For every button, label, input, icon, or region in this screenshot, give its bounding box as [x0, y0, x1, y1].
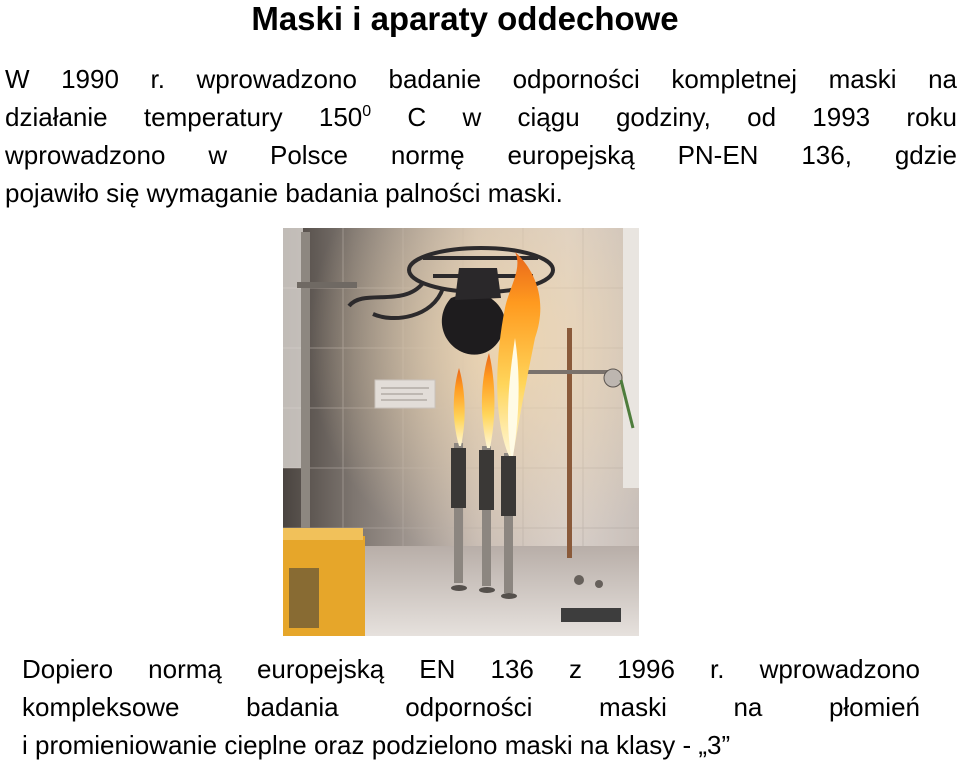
flame-test-photo	[283, 228, 639, 636]
degree-superscript: 0	[362, 103, 372, 120]
intro-line-4: pojawiło się wymaganie badania palności maski.	[5, 178, 563, 208]
conclusion-line-2: kompleksowe badania odporności maski na płomień	[22, 692, 920, 722]
intro-paragraph	[5, 60, 957, 212]
intro-line-2-end: C w ciągu godziny, od 1993 roku	[371, 102, 957, 132]
slide-title: Maski i aparaty oddechowe	[251, 0, 679, 37]
intro-line-3: wprowadzono w Polsce normę europejską PN-EN 136, gdzie	[5, 140, 957, 170]
conclusion-line-3: i promieniowanie cieplne oraz podzielono maski na klasy - „3”	[22, 730, 731, 760]
intro-line-1: W 1990 r. wprowadzono badanie odporności kompletnej maski na	[5, 64, 957, 94]
intro-line-2	[5, 98, 957, 136]
conclusion-line-1: Dopiero normą europejską EN 136 z 1996 r. wprowadzono	[22, 654, 920, 684]
conclusion-paragraph	[22, 650, 920, 764]
intro-line-2-start: działanie temperatury 150	[5, 102, 363, 132]
